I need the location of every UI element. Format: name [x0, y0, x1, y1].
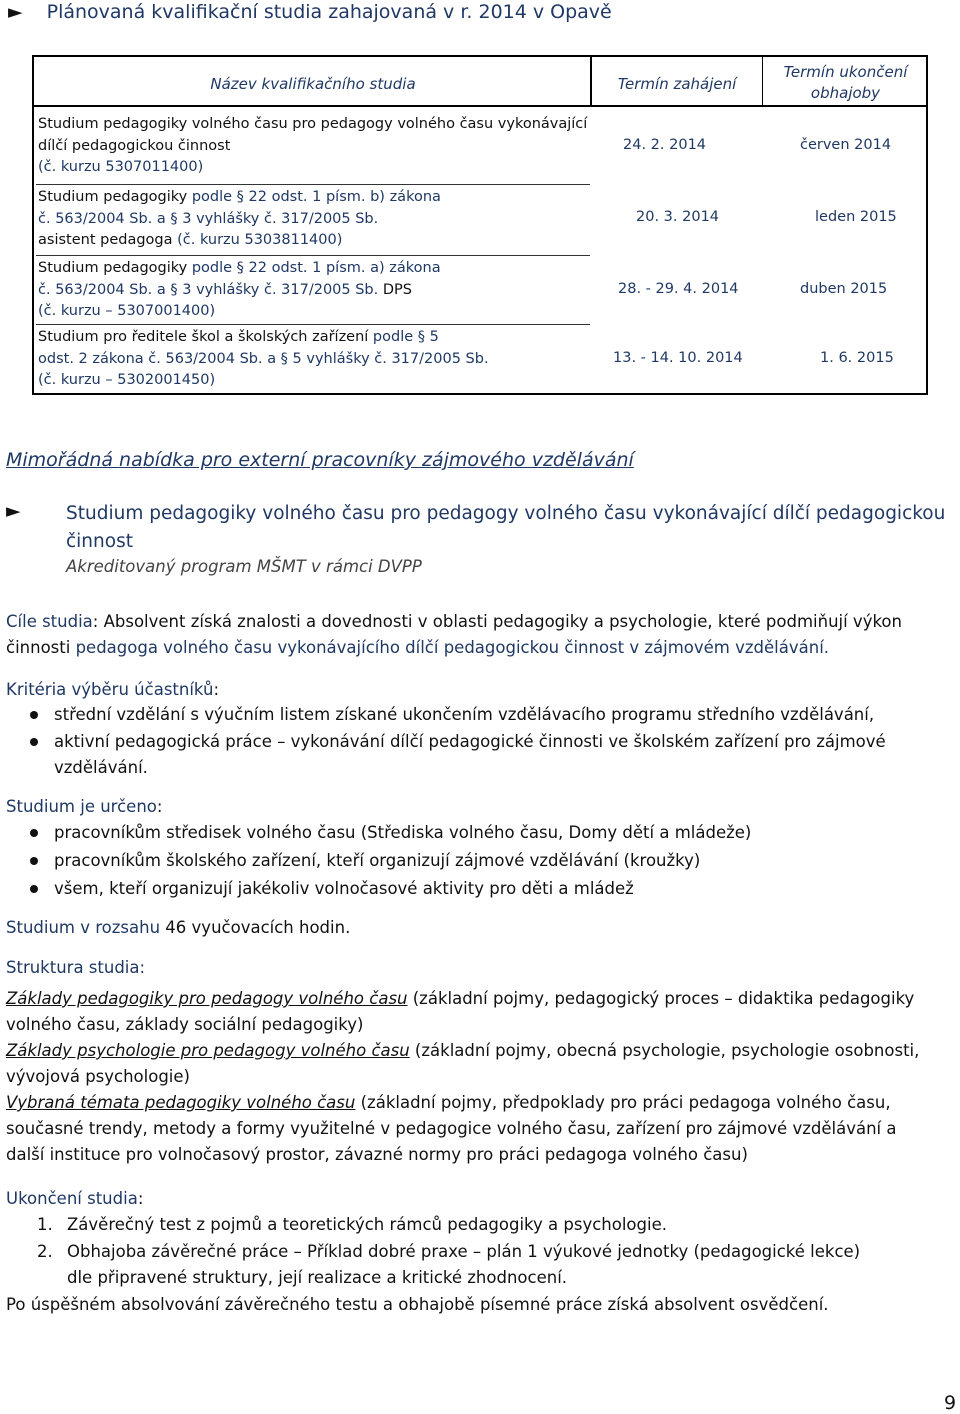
criteria-label-text: Kritéria výběru účastníků	[6, 680, 214, 699]
header-start: Termín zahájení	[617, 75, 737, 93]
table-row	[38, 258, 593, 323]
list-item-line: Obhajoba závěrečné práce – Příklad dobré praxe – plán 1 výukové jednotky (pedagogické lekce)	[67, 1242, 861, 1261]
list-item-continuation: vzdělávání.	[54, 758, 148, 777]
table-row	[38, 327, 593, 392]
row-start-date: 24. 2. 2014	[623, 137, 707, 153]
bullet-icon	[30, 738, 38, 746]
table-row	[38, 114, 593, 179]
row-name-rest: podle § 22 odst. 1 písm. a) zákona	[187, 260, 441, 276]
row-divider	[36, 324, 590, 325]
row-name-line: Studium pedagogiky volného času pro pedagogy volného času vykonávající	[38, 116, 588, 132]
list-number: 2.	[37, 1242, 53, 1261]
goals-paragraph	[6, 609, 956, 661]
arrow-icon: ►	[6, 500, 21, 522]
course-title-line: Studium pedagogiky volného času pro pedagogy volného času vykonávající dílčí pedagogickou	[66, 503, 946, 524]
row-divider	[36, 184, 590, 185]
completion-final: Po úspěšném absolvování závěrečného testu a obhajobě písemné práce získá absolvent osvědčení.	[6, 1295, 829, 1314]
list-item: pracovníkům středisek volného času (Střediska volného času, Domy dětí a mládeže)	[54, 823, 752, 842]
module-text: vývojová psychologie)	[6, 1067, 190, 1086]
row-end-date: červen 2014	[800, 137, 892, 153]
audience-label-text: Studium je určeno	[6, 797, 157, 816]
row-start-date: 13. - 14. 10. 2014	[613, 350, 743, 366]
completion-label-text: Ukončení studia	[6, 1189, 138, 1208]
page-number: 9	[944, 1392, 957, 1414]
list-item: pracovníkům školského zařízení, kteří organizují zájmové vzdělávání (kroužky)	[54, 851, 701, 870]
module-text: další instituce pro volnočasový prostor, závazné normy pro práci pedagoga volného času)	[6, 1145, 748, 1164]
row-name-line: č. 563/2004 Sb. a § 3 vyhlášky č. 317/2005 Sb.	[38, 210, 379, 227]
module-text: (základní pojmy, pedagogický proces – didaktika pedagogiky	[407, 989, 915, 1008]
row-course-number: (č. kurzu – 5302001450)	[38, 372, 216, 388]
course-title-line: činnost	[66, 531, 133, 552]
table-header-line	[32, 105, 928, 107]
table-row	[38, 187, 593, 252]
row-name: Studium pedagogiky	[38, 189, 188, 205]
row-name: Studium pro ředitele škol a školských zařízení	[38, 329, 369, 345]
row-name-abbr: DPS	[382, 281, 412, 298]
criteria-label	[6, 677, 219, 703]
header-name: Název kvalifikačního studia	[210, 75, 416, 93]
bullet-icon	[30, 885, 38, 893]
course-subtitle: Akreditovaný program MŠMT v rámci DVPP	[66, 557, 422, 576]
goals-highlight: pedagoga volného času vykonávajícího dílčí pedagogickou činnost v zájmovém vzdělávání.	[75, 638, 830, 657]
row-name: asistent pedagoga	[38, 232, 173, 248]
list-item: Závěrečný test z pojmů a teoretických rámců pedagogiky a psychologie.	[67, 1215, 667, 1234]
list-item	[67, 1239, 957, 1291]
criteria-colon: :	[213, 680, 219, 699]
row-name-rest: podle § 5	[368, 329, 439, 345]
completion-label	[6, 1186, 143, 1212]
scope-line	[6, 915, 350, 941]
list-item: střední vzdělání s výučním listem získané ukončením vzdělávacího programu středního vzdělávání,	[54, 705, 875, 724]
row-name-line: dílčí pedagogickou činnost	[38, 137, 231, 154]
module-title: Základy psychologie pro pedagogy volného času	[6, 1041, 410, 1060]
bullet-icon	[30, 829, 38, 837]
list-item: všem, kteří organizují jakékoliv volnočasové aktivity pro děti a mládež	[54, 879, 634, 898]
list-number: 1.	[37, 1215, 53, 1234]
row-start-date: 20. 3. 2014	[636, 209, 720, 225]
audience-colon: :	[156, 797, 163, 816]
header-end-2: obhajoby	[810, 84, 881, 102]
section-heading: Mimořádná nabídka pro externí pracovníky zájmového vzdělávání	[6, 449, 634, 471]
row-name-line: odst. 2 zákona č. 563/2004 Sb. a § 5 vyhlášky č. 317/2005 Sb.	[38, 350, 489, 367]
bullet-icon	[30, 857, 38, 865]
row-end-date: duben 2015	[800, 281, 888, 297]
arrow-icon: ►	[8, 1, 23, 23]
audience-label	[6, 794, 162, 820]
structure-label: Struktura studia:	[6, 958, 146, 977]
module-text: současné trendy, metody a formy využitelné v pedagogice volného času, zařízení pro zájmové vzdělávání a	[6, 1119, 897, 1138]
list-item-line: dle připravené struktury, její realizace a kritické zhodnocení.	[67, 1268, 568, 1287]
header-end-1: Termín ukončení	[783, 63, 908, 81]
row-course-number: (č. kurzu 5303811400)	[172, 232, 343, 248]
row-end-date: 1. 6. 2015	[820, 350, 894, 366]
completion-colon: :	[137, 1189, 144, 1208]
module-title: Vybraná témata pedagogiky volného času	[6, 1093, 356, 1112]
list-item: aktivní pedagogická práce – vykonávání dílčí pedagogické činnosti ve školském zařízení pro zájmové	[54, 732, 886, 751]
module-title: Základy pedagogiky pro pedagogy volného času	[6, 989, 408, 1008]
bullet-icon	[30, 711, 38, 719]
structure-module	[6, 986, 956, 1168]
row-course-number: (č. kurzu 5307011400)	[38, 159, 204, 175]
goals-text: činnosti	[6, 638, 76, 657]
row-start-date: 28. - 29. 4. 2014	[618, 281, 739, 297]
module-text: (základní pojmy, obecná psychologie, psychologie osobnosti,	[409, 1041, 920, 1060]
goals-label: Cíle studia	[6, 612, 93, 631]
page-title	[8, 0, 612, 25]
row-divider	[36, 255, 590, 256]
row-course-number: (č. kurzu – 5307001400)	[38, 303, 216, 319]
row-name-line: č. 563/2004 Sb. a § 3 vyhlášky č. 317/2005 Sb.	[38, 281, 383, 298]
goals-text: : Absolvent získá znalosti a dovednosti v oblasti pedagogiky a psychologie, které podmiňují výkon	[92, 612, 902, 631]
course-title	[66, 500, 956, 556]
row-end-date: leden 2015	[815, 209, 897, 225]
row-name-rest: podle § 22 odst. 1 písm. b) zákona	[187, 189, 441, 205]
scope-hours: 46 vyučovacích hodin.	[165, 918, 351, 937]
module-text: volného času, základy sociální pedagogiky)	[6, 1015, 364, 1034]
module-text: (základní pojmy, předpoklady pro práci pedagoga volného času,	[355, 1093, 891, 1112]
page-title-text: Plánovaná kvalifikační studia zahajovaná v r. 2014 v Opavě	[46, 1, 612, 23]
scope-text: Studium v rozsahu	[6, 918, 166, 937]
row-name: Studium pedagogiky	[38, 260, 188, 276]
